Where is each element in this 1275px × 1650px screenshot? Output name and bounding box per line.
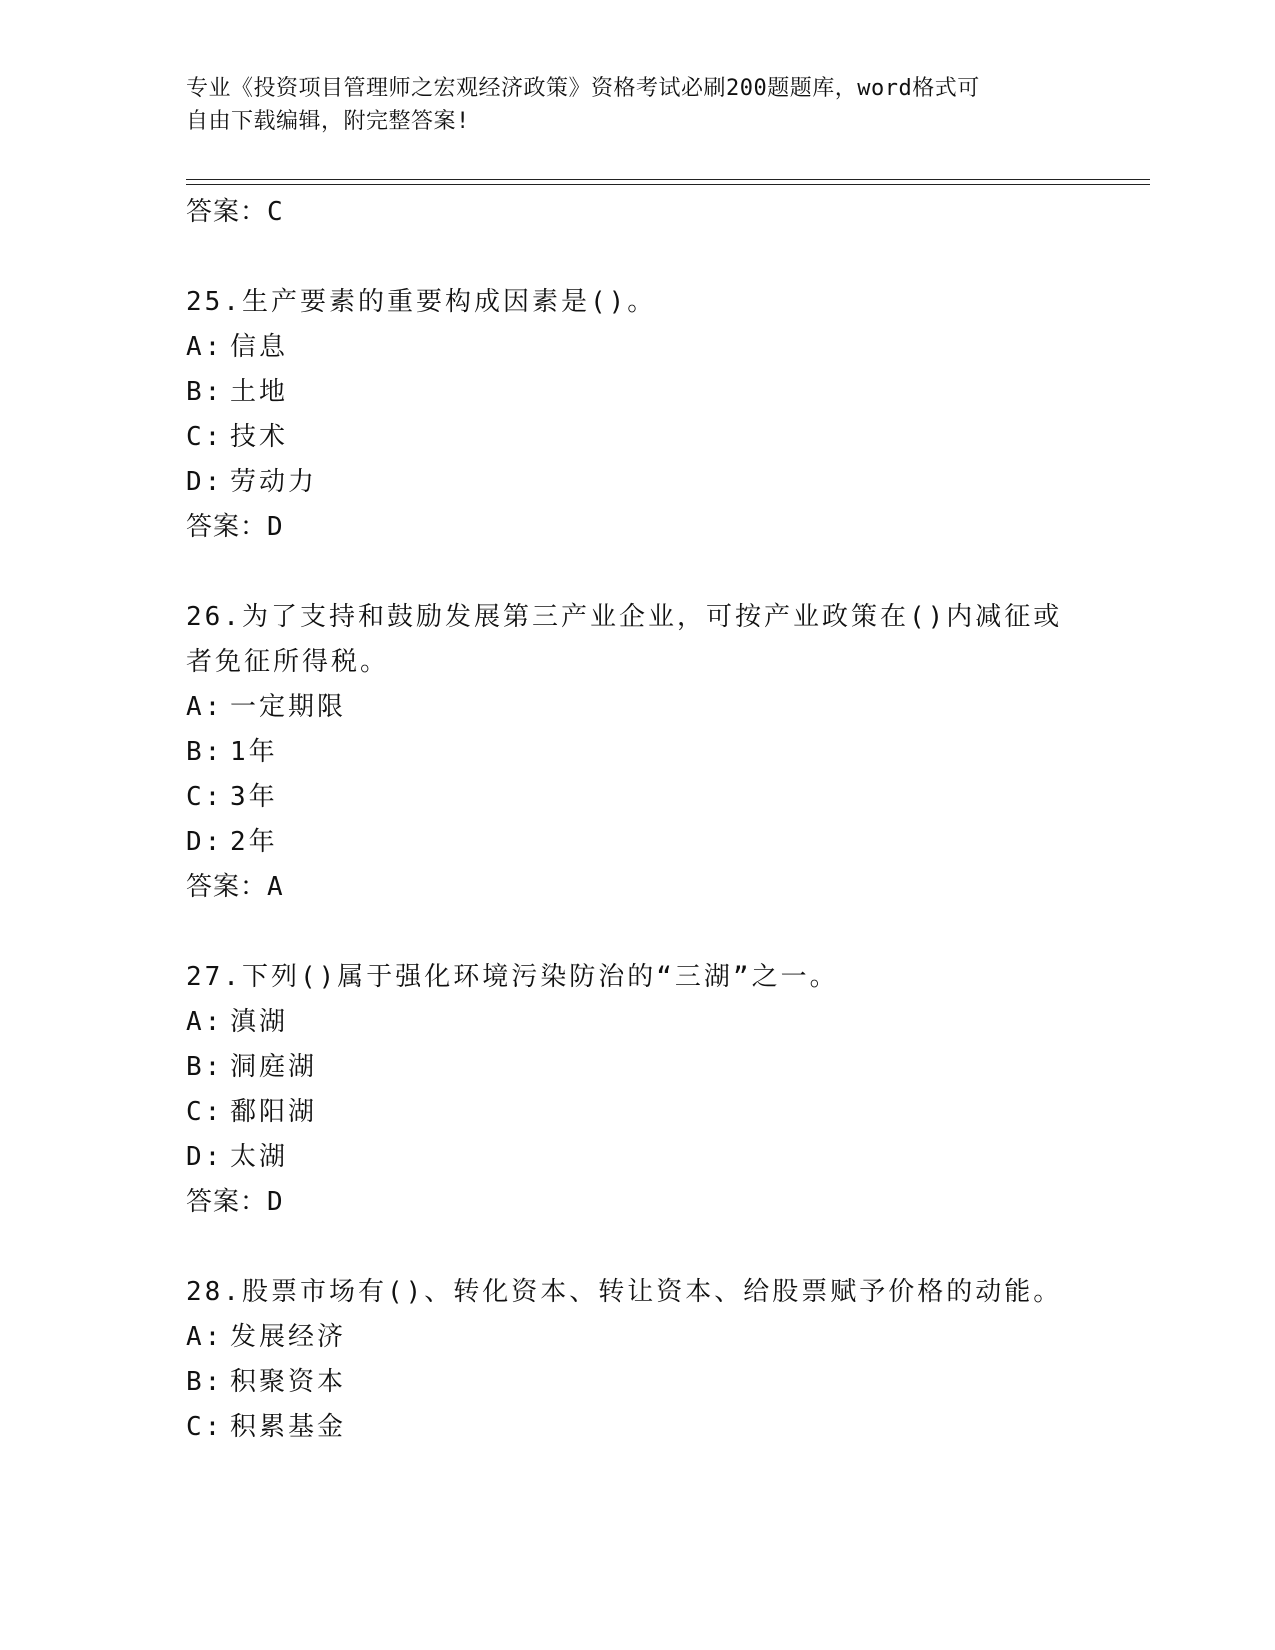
question-list (186, 190, 1086, 1450)
option-text: 洞庭湖 (230, 1052, 318, 1082)
question-stem: 25.生产要素的重要构成因素是()。 (186, 287, 657, 317)
question-block-28 (186, 1270, 1086, 1450)
answer-value: A (267, 872, 284, 902)
option-text: 太湖 (230, 1142, 289, 1172)
option-d (186, 820, 1086, 865)
question-stem: 26.为了支持和鼓励发展第三产业企业，可按产业政策在()内减征或者免征所得税。 (186, 602, 1063, 677)
document-header (186, 72, 1066, 138)
option-key: B: (186, 1052, 224, 1082)
option-c (186, 1405, 1086, 1450)
header-divider-bottom (186, 184, 1150, 185)
answer-label: 答案： (186, 197, 268, 227)
option-c (186, 415, 1086, 460)
answer-line-24 (186, 190, 1086, 235)
option-text: 积聚资本 (230, 1367, 347, 1397)
option-text: 积累基金 (230, 1412, 347, 1442)
option-key: D: (186, 827, 224, 857)
option-b (186, 730, 1086, 775)
option-a (186, 1000, 1086, 1045)
option-text: 一定期限 (230, 692, 347, 722)
option-a (186, 1315, 1086, 1360)
answer-value: D (267, 1187, 284, 1217)
option-text: 发展经济 (230, 1322, 347, 1352)
answer-line-25 (186, 505, 1086, 550)
option-c (186, 1090, 1086, 1135)
question-block-25 (186, 280, 1086, 550)
header-line-2: 自由下载编辑，附完整答案! (186, 109, 470, 134)
option-key: C: (186, 1097, 224, 1127)
answer-value: C (267, 197, 284, 227)
question-stem: 28.股票市场有()、转化资本、转让资本、给股票赋予价格的动能。 (186, 1277, 1063, 1307)
option-a (186, 685, 1086, 730)
option-text: 2年 (230, 827, 278, 857)
option-key: C: (186, 422, 224, 452)
spacer (186, 1225, 1086, 1270)
answer-value: D (267, 512, 284, 542)
option-text: 鄱阳湖 (230, 1097, 318, 1127)
question-stem: 27.下列()属于强化环境污染防治的“三湖”之一。 (186, 962, 839, 992)
option-key: A: (186, 332, 224, 362)
option-key: C: (186, 782, 224, 812)
answer-line-26 (186, 865, 1086, 910)
question-block-27 (186, 955, 1086, 1225)
answer-label: 答案： (186, 872, 268, 902)
option-b (186, 370, 1086, 415)
option-d (186, 460, 1086, 505)
option-text: 1年 (230, 737, 278, 767)
option-key: A: (186, 1322, 224, 1352)
option-text: 劳动力 (230, 467, 318, 497)
question-block-26 (186, 595, 1086, 910)
header-divider-top (186, 179, 1150, 180)
option-b (186, 1045, 1086, 1090)
option-key: C: (186, 1412, 224, 1442)
option-text: 信息 (230, 332, 289, 362)
spacer (186, 550, 1086, 595)
answer-label: 答案： (186, 512, 268, 542)
option-key: A: (186, 1007, 224, 1037)
spacer (186, 910, 1086, 955)
answer-line-27 (186, 1180, 1086, 1225)
option-a (186, 325, 1086, 370)
option-key: B: (186, 377, 224, 407)
option-key: D: (186, 1142, 224, 1172)
option-b (186, 1360, 1086, 1405)
option-c (186, 775, 1086, 820)
answer-label: 答案： (186, 1187, 268, 1217)
option-text: 技术 (230, 422, 289, 452)
option-key: B: (186, 737, 224, 767)
header-line-1: 专业《投资项目管理师之宏观经济政策》资格考试必刷200题题库，word格式可 (186, 76, 980, 101)
option-d (186, 1135, 1086, 1180)
option-text: 3年 (230, 782, 278, 812)
option-key: B: (186, 1367, 224, 1397)
spacer (186, 235, 1086, 280)
option-key: D: (186, 467, 224, 497)
option-text: 滇湖 (230, 1007, 289, 1037)
option-key: A: (186, 692, 224, 722)
option-text: 土地 (230, 377, 289, 407)
